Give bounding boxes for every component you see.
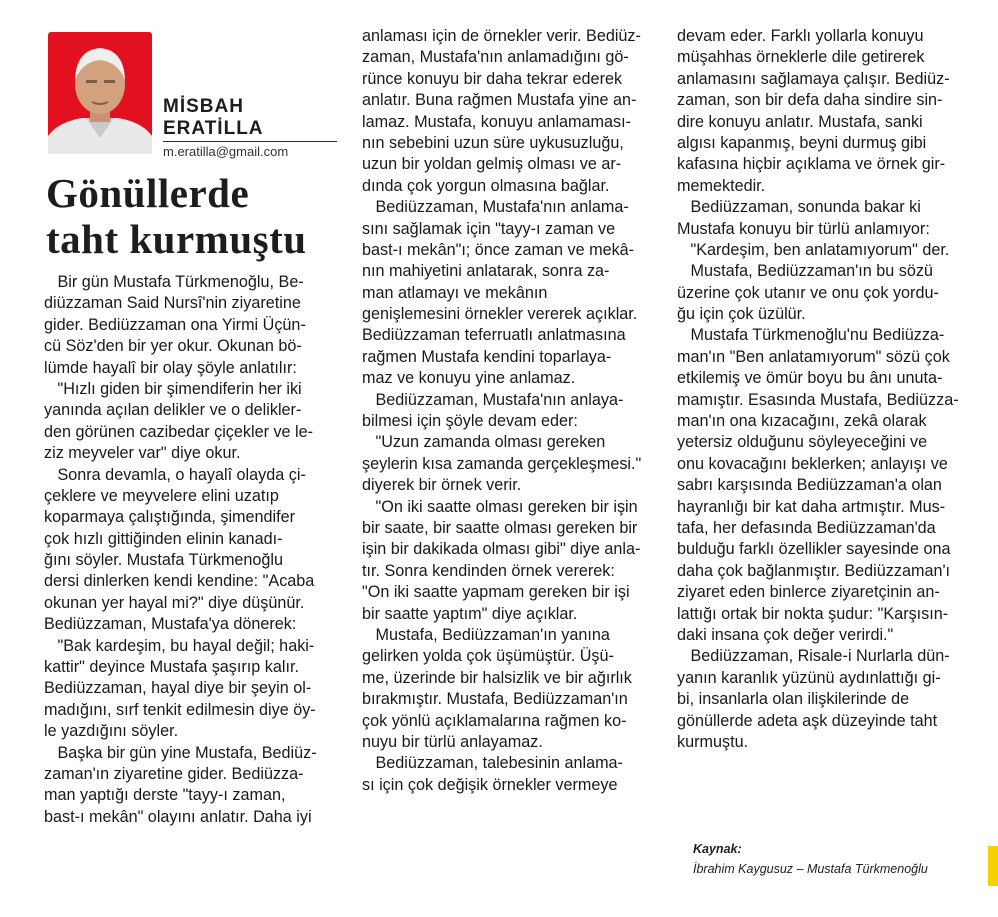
article-line: bast-ı mekân" olayını anlatır. Daha iyi [44, 807, 312, 826]
article-line: hayranlığı bir kat daha artmıştır. Mus- [677, 497, 946, 516]
article-line: bulduğu farklı özellikler sayesinde ona [677, 540, 951, 559]
article-column-3 [677, 26, 977, 753]
article-line: sabrı karşısında Bediüzzaman'a olan [677, 476, 942, 495]
article-line: Sonra devamla, o hayalî olayda çi- [44, 465, 306, 484]
article-line: daki insana çok değer verirdi." [677, 625, 894, 644]
article-line: dersi dinlerken kendi kendine: "Acaba [44, 572, 315, 591]
article-column-1 [44, 272, 344, 828]
article-line: ziyaret eden binlerce ziyaretçinin an- [677, 583, 940, 602]
article-line: kafasına hiçbir açıklama ve örnek gir- [677, 155, 946, 174]
author-portrait-image [48, 32, 152, 154]
author-byline [163, 96, 343, 160]
article-line: yanında açılan delikler ve o delikler- [44, 401, 302, 420]
article-line: mamıştır. Esasında Mustafa, Bediüzza- [677, 390, 959, 409]
article-line: anlaması için de örnekler verir. Bediüz- [362, 27, 641, 45]
article-line: Mustafa Türkmenoğlu'nu Bediüzza- [677, 326, 945, 345]
headline-line-1: Gönüllerde [46, 170, 250, 216]
article-line: rağmen Mustafa kendini toparlaya- [362, 347, 612, 366]
article-line: Bediüzzaman, Mustafa'nın anlaya- [362, 390, 624, 409]
article-line: rünce konuyu bir daha tekrar ederek [362, 69, 623, 88]
article-line: gelirken yolda çok üşümüştür. Üşü- [362, 647, 614, 666]
author-divider [163, 141, 337, 142]
article-line: kattir" deyince Mustafa şaşırıp kalır. [44, 658, 299, 677]
article-line: Bir gün Mustafa Türkmenoğlu, Be- [44, 273, 304, 291]
article-line: koparmaya çalıştığında, şimendifer [44, 508, 296, 527]
article-line: tır. Sonra kendinden örnek vererek: [362, 561, 615, 580]
article-line: madığını, sırf tenkit edilmesin diye öy- [44, 700, 316, 719]
article-line: müşahhas örneklerle dile getirerek [677, 48, 925, 67]
article-line: man yaptığı derste "tayy-ı zaman, [44, 786, 286, 805]
article-line: me, üzerinde bir halsizlik ve bir ağırlık [362, 668, 632, 687]
article-line: "Kardeşim, ben anlatamıyorum" der. [677, 240, 950, 259]
article-column-2 [362, 26, 662, 796]
article-line: Mustafa, Bediüzzaman'ın bu sözü [677, 262, 933, 281]
article-line: cü Söz'den bir yer okur. Okunan bö- [44, 337, 302, 356]
article-line: "Uzun zamanda olması gereken [362, 433, 606, 452]
page-edge-accent [988, 846, 998, 886]
article-line: Başka bir gün yine Mustafa, Bediüz- [44, 743, 317, 762]
article-line: bi, insanlarla olan ilişkilerinde de [677, 690, 910, 709]
author-name: MİSBAH ERATİLLA [163, 96, 264, 139]
article-line: gider. Bediüzzaman ona Yirmi Üçün- [44, 315, 306, 334]
article-line: Bediüzzaman, Mustafa'nın anlama- [362, 198, 629, 217]
article-line: diüzzaman Said Nursî'nin ziyaretine [44, 294, 301, 313]
article-line: dire konuyu anlatır. Mustafa, sanki [677, 112, 923, 131]
article-line: işin bir dakikada olması gibi" diye anla- [362, 540, 641, 559]
article-line: yanın karanlık yüzünü aydınlattığı gi- [677, 668, 941, 687]
article-line: lattığı ortak bir nokta şudur: "Karşısın- [677, 604, 949, 623]
article-line: maz ve konuyu yine anlamaz. [362, 369, 576, 388]
article-line: yetersiz olduğunu söyleyeceğini ve [677, 433, 928, 452]
article-line: bir saatte yaptım" diye açıklar. [362, 604, 578, 623]
article-line: den görünen cazibedar çiçekler ve le- [44, 422, 314, 441]
article-line: zaman, Mustafa'nın anlamadığını gö- [362, 48, 629, 67]
article-line: lümde hayalî bir olay şöyle anlatılır: [44, 358, 297, 377]
article-line: diyerek bir örnek verir. [362, 476, 522, 495]
article-line: "On iki saatte olması gereken bir işin [362, 497, 638, 516]
article-line: bast-ı mekân"ı; önce zaman ve mekâ- [362, 240, 635, 259]
article-line: anlamasını sağlamaya çalışır. Bediüz- [677, 69, 950, 88]
article-line: sı için çok değişik örnekler vermeye [362, 775, 618, 794]
article-line: kurmuştu. [677, 732, 749, 751]
article-line: man'ın "Ben anlatamıyorum" sözü çok [677, 347, 950, 366]
article-line: Bediüzzaman teferruatlı anlatmasına [362, 326, 626, 345]
article-line: uzun bir yoldan gelmiş olması ve ar- [362, 155, 622, 174]
article-line: "Bak kardeşim, bu hayal değil; haki- [44, 636, 315, 655]
article-line: devam eder. Farklı yollarla konuyu [677, 27, 924, 45]
article-line: zaman, son bir defa daha sindire sin- [677, 91, 943, 110]
article-line: man atlamayı ve mekânın [362, 283, 548, 302]
article-line: bırakmıştır. Mustafa, Bediüzzaman'ın [362, 690, 628, 709]
article-line: Mustafa konuyu bir türlü anlamıyor: [677, 219, 930, 238]
article-line: zaman'ın ziyaretine gider. Bediüzza- [44, 764, 304, 783]
article-line: Bediüzzaman, talebesinin anlama- [362, 754, 623, 773]
article-line: man'ın ona kızacağını, zekâ olarak [677, 412, 927, 431]
headline-line-2: taht kurmuştu [46, 216, 307, 262]
article-line: ğu için çok üzülür. [677, 305, 806, 324]
article-line: ğını söyler. Mustafa Türkmenoğlu [44, 551, 284, 570]
article-line: Bediüzzaman, sonunda bakar ki [677, 198, 921, 217]
article-line: algısı kapanmış, beyni durmuş gibi [677, 133, 927, 152]
article-line: "On iki saatte yapmam gereken bir işi [362, 583, 630, 602]
article-line: anlatır. Buna rağmen Mustafa yine an- [362, 91, 637, 110]
article-line: şeylerin kısa zamanda gerçekleşmesi." [362, 454, 642, 473]
article-line: çok yönlü açıklamalarına rağmen ko- [362, 711, 627, 730]
source-text: İbrahim Kaygusuz – Mustafa Türkmenoğlu [693, 862, 928, 876]
article-line: gönüllerde adeta aşk düzeyinde taht [677, 711, 938, 730]
article-line: bir saate, bir saatte olması gereken bir [362, 518, 638, 537]
article-line: memektedir. [677, 176, 766, 195]
article-line: okunan yer hayal mi?" diye düşünür. [44, 593, 305, 612]
article-line: sını sağlamak için "tayy-ı zaman ve [362, 219, 616, 238]
article-line: daha çok bağlanmıştır. Bediüzzaman'ı [677, 561, 951, 580]
source-label: Kaynak: [693, 842, 742, 856]
author-photo [48, 32, 152, 154]
article-line: lamaz. Mustafa, konuyu anlamaması- [362, 112, 632, 131]
article-line: ziz meyveler var" diye okur. [44, 444, 241, 463]
article-line: etkilemiş ve ömür boyu bu ânı unuta- [677, 369, 943, 388]
article-line: onu kovacağını beklerken; anlayışı ve [677, 454, 948, 473]
article-line: le yazdığını söyler. [44, 722, 179, 741]
article-line: genişlemesini örnekler vererek açıklar. [362, 305, 638, 324]
article-line: Bediüzzaman, hayal diye bir şeyin ol- [44, 679, 312, 698]
article-line: nın sebebini uzun süre uykusuzluğu, [362, 133, 624, 152]
article-line: üzerine çok utanır ve onu çok yordu- [677, 283, 939, 302]
article-line: çeklere ve meyvelere elini uzatıp [44, 486, 279, 505]
author-email: m.eratilla@gmail.com [163, 144, 289, 159]
article-line: nın mahiyetini anlatarak, sonra za- [362, 262, 610, 281]
article-line: Bediüzzaman, Risale-i Nurlarla dün- [677, 647, 950, 666]
article-line: Mustafa, Bediüzzaman'ın yanına [362, 625, 610, 644]
article-line: nuyu bir türlü anlayamaz. [362, 732, 543, 751]
article-headline [46, 170, 346, 262]
article-line: Bediüzzaman, Mustafa'ya dönerek: [44, 615, 297, 634]
article-line: "Hızlı giden bir şimendiferin her iki [44, 379, 302, 398]
article-line: çok hızlı gittiğinden elinin kanadı- [44, 529, 283, 548]
article-line: tafa, her defasında Bediüzzaman'da [677, 518, 936, 537]
article-line: dında çok yorgun olmasına bağlar. [362, 176, 610, 195]
article-line: bilmesi için şöyle devam eder: [362, 412, 578, 431]
